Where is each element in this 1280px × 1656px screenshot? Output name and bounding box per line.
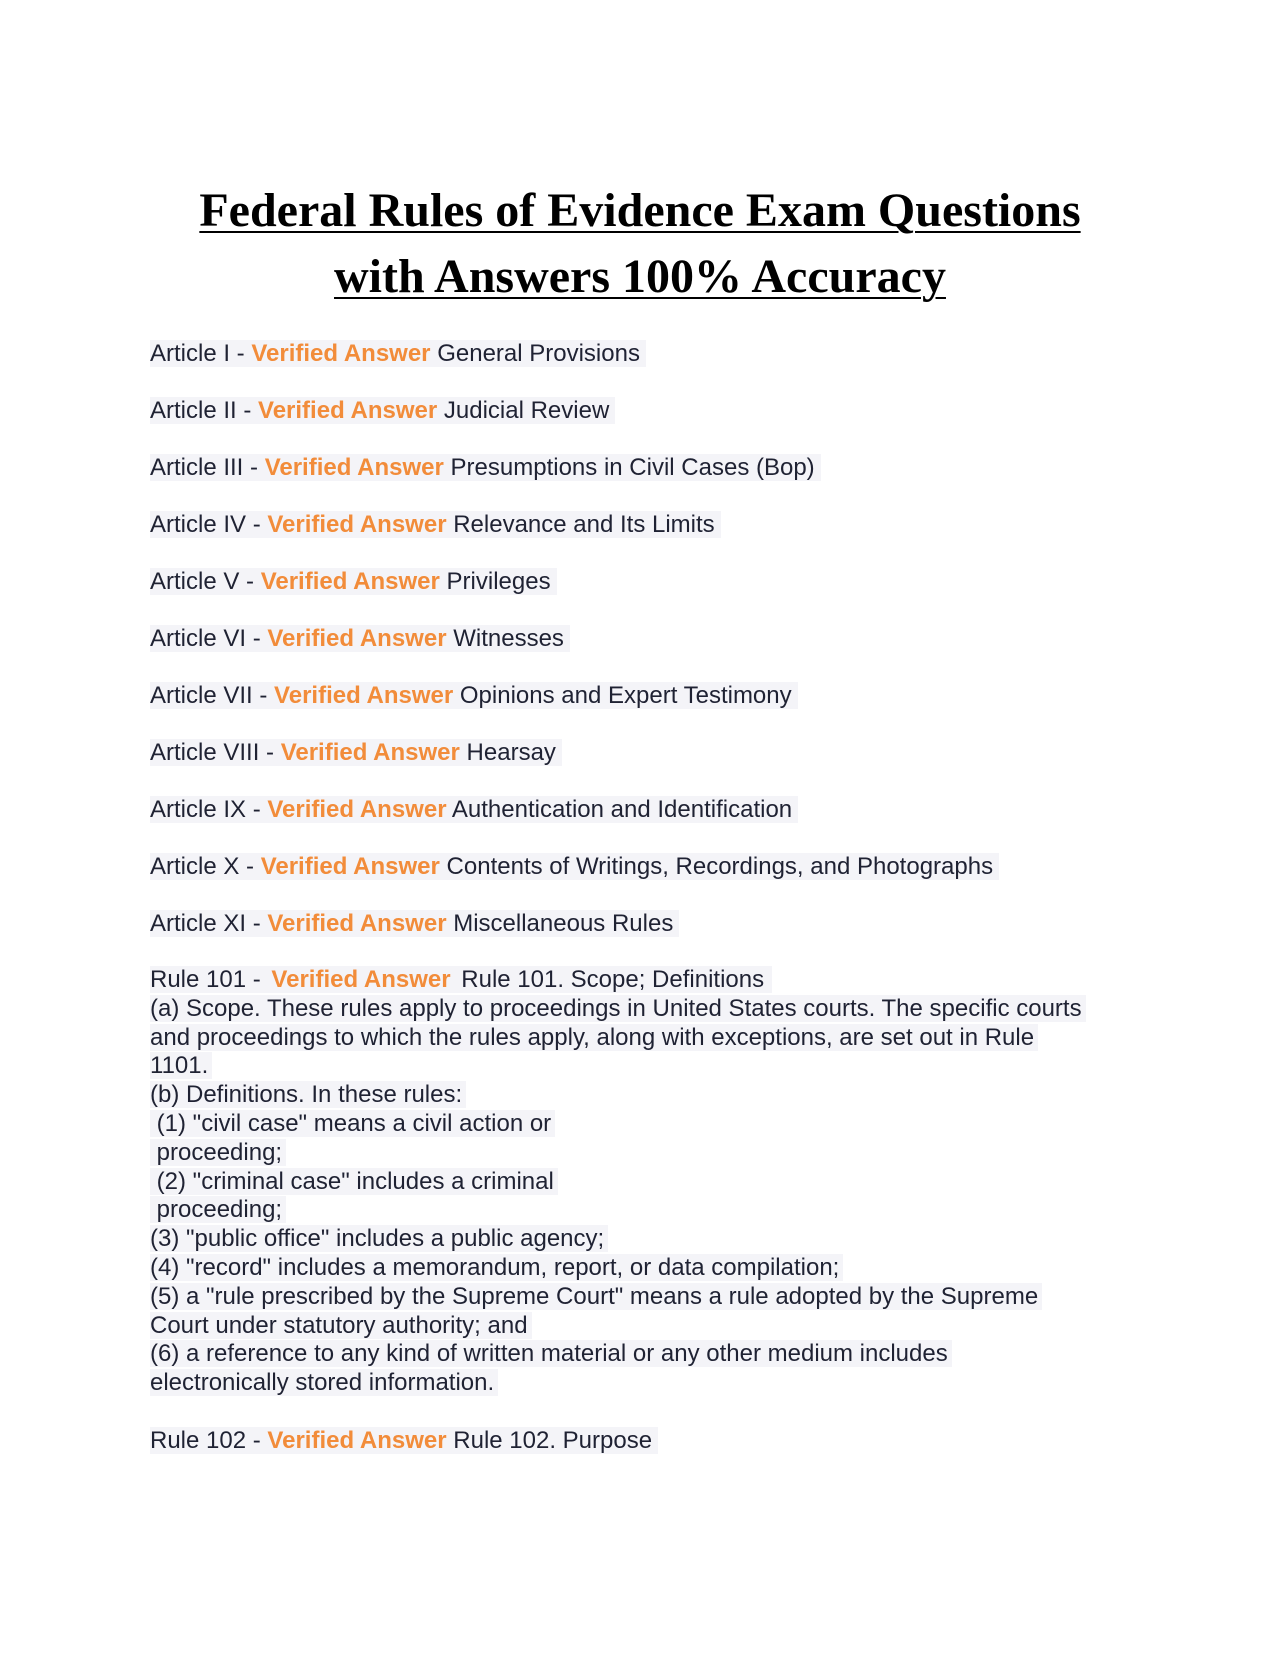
question-text: Article III -: [150, 454, 265, 481]
title-line-1: Federal Rules of Evidence Exam Questions: [199, 184, 1081, 237]
qa-item: [150, 396, 1140, 425]
question-text: Article I -: [150, 340, 252, 367]
question-text: Article XI -: [150, 910, 268, 937]
answer-text: Rule 102. Purpose: [453, 1426, 653, 1454]
qa-item: [150, 510, 1140, 539]
answer-line: proceeding;: [150, 1139, 286, 1166]
answer-line: (5) a "rule prescribed by the Supreme Court" means a rule adopted by the Supreme: [150, 1283, 1042, 1310]
qa-item-rule-102: [150, 1426, 1140, 1455]
title-line-2: with Answers 100% Accuracy: [334, 250, 946, 303]
verified-answer-label: Verified Answer: [260, 568, 440, 595]
verified-answer-label: Verified Answer: [267, 910, 447, 937]
question-text: Article IX -: [150, 796, 268, 823]
qa-item: [150, 624, 1140, 653]
verified-answer-label: Verified Answer: [251, 340, 431, 367]
answer-text: Witnesses: [453, 625, 564, 652]
answer-text: Authentication and Identification: [451, 796, 793, 823]
answer-text: General Provisions: [437, 340, 640, 367]
answer-line: and proceedings to which the rules apply, along with exceptions, are set out in Rule: [150, 1024, 1038, 1051]
answer-line: proceeding;: [150, 1196, 286, 1223]
answer-line: (b) Definitions. In these rules:: [150, 1081, 466, 1108]
question-text: Article VII -: [150, 682, 275, 709]
question-text: Article VI -: [150, 625, 268, 652]
question-text: Article V -: [150, 568, 261, 595]
answer-line: (3) "public office" includes a public agency;: [150, 1225, 608, 1252]
answer-text: Judicial Review: [443, 397, 610, 424]
qa-item: [150, 567, 1140, 596]
qa-item: [150, 852, 1140, 881]
question-text: Rule 102 -: [150, 1426, 268, 1454]
answer-line: Court under statutory authority; and: [150, 1312, 532, 1339]
answer-text: Hearsay: [466, 739, 556, 766]
verified-answer-label: Verified Answer: [267, 796, 447, 823]
answer-line: (6) a reference to any kind of written material or any other medium includes: [150, 1340, 952, 1367]
qa-item: [150, 453, 1140, 482]
verified-answer-label: Verified Answer: [267, 1426, 447, 1454]
verified-answer-label: Verified Answer: [267, 511, 447, 538]
answer-text: Contents of Writings, Recordings, and Photographs: [446, 853, 994, 880]
question-text: Article II -: [150, 397, 259, 424]
verified-answer-label: Verified Answer: [271, 966, 454, 993]
verified-answer-label: Verified Answer: [258, 397, 438, 424]
answer-line: (a) Scope. These rules apply to proceedings in United States courts. The specific courts: [150, 995, 1086, 1022]
question-text: Article X -: [150, 853, 261, 880]
answer-text: Opinions and Expert Testimony: [459, 682, 792, 709]
qa-item-rule-101: [150, 966, 1140, 1398]
answer-line: 1101.: [150, 1052, 212, 1079]
answer-line: (2) "criminal case" includes a criminal: [150, 1168, 558, 1195]
qa-item: [150, 339, 1140, 368]
qa-list: [150, 339, 1140, 1483]
answer-line: (4) "record" includes a memorandum, report, or data compilation;: [150, 1254, 843, 1281]
answer-text: Presumptions in Civil Cases (Bop): [450, 454, 815, 481]
verified-answer-label: Verified Answer: [264, 454, 444, 481]
question-text: Rule 101 -: [150, 966, 271, 993]
answer-text: Relevance and Its Limits: [453, 511, 715, 538]
verified-answer-label: Verified Answer: [260, 853, 440, 880]
qa-item: [150, 681, 1140, 710]
verified-answer-label: Verified Answer: [280, 739, 460, 766]
qa-item: [150, 795, 1140, 824]
verified-answer-label: Verified Answer: [267, 625, 447, 652]
question-text: Article IV -: [150, 511, 268, 538]
answer-line: (1) "civil case" means a civil action or: [150, 1110, 555, 1137]
answer-text: Miscellaneous Rules: [453, 910, 674, 937]
answer-line: electronically stored information.: [150, 1369, 498, 1396]
document-title: [140, 178, 1140, 310]
verified-answer-label: Verified Answer: [274, 682, 454, 709]
answer-text: Privileges: [446, 568, 551, 595]
answer-text: Rule 101. Scope; Definitions: [461, 966, 768, 993]
question-text: Article VIII -: [150, 739, 281, 766]
qa-item: [150, 738, 1140, 767]
qa-item: [150, 909, 1140, 938]
